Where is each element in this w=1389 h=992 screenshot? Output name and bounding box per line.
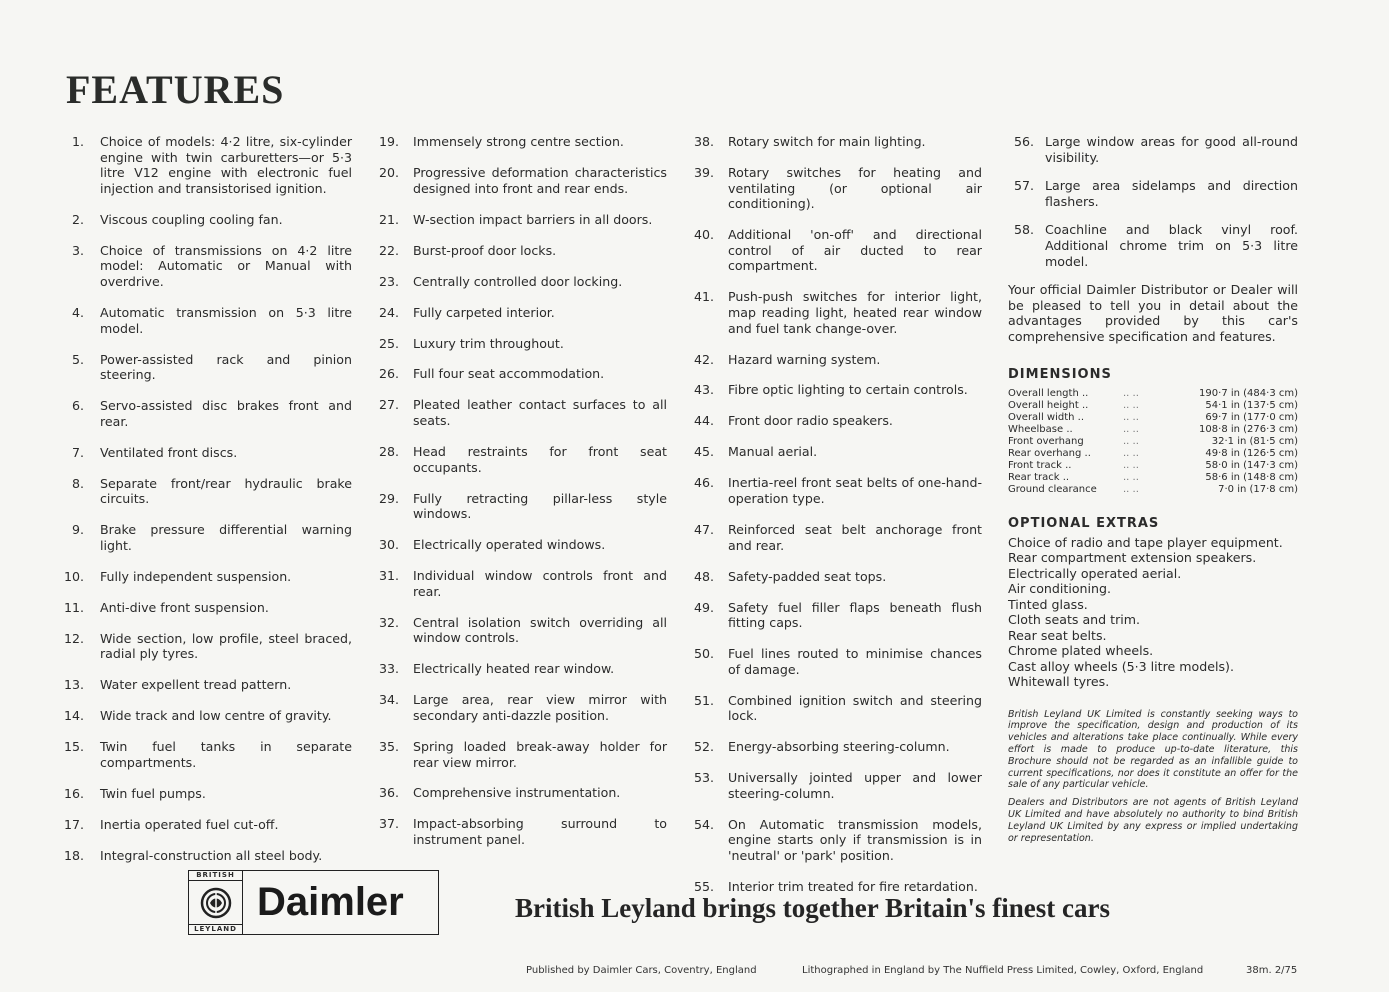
dimension-label: Overall width .. [1008,411,1085,423]
feature-text: Safety-padded seat tops. [728,568,887,584]
feature-text: Fibre optic lighting to certain controls. [728,382,968,398]
dimension-value: 69·7 in (177·0 cm) [1205,411,1298,423]
feature-item [373,692,667,723]
feature-item [60,739,352,770]
feature-item [373,816,667,847]
feature-item [688,352,982,368]
feature-number: 37. [378,816,399,832]
feature-item [1008,134,1298,165]
feature-number: 7. [71,444,84,460]
feature-item [688,693,982,724]
feature-text: Spring loaded break-away holder for rear view mirror. [413,738,667,770]
dimension-leader: .. .. [1123,447,1139,459]
feature-number: 18. [63,847,84,863]
feature-number: 8. [71,475,84,491]
feature-number: 50. [693,646,714,662]
optional-extra-item: Rear compartment extension speakers. [1008,550,1257,566]
feature-item [373,739,667,770]
feature-number: 43. [693,382,714,398]
feature-text: Manual aerial. [728,444,818,460]
optional-extra-item: Cast alloy wheels (5·3 litre models). [1008,658,1234,674]
feature-item [60,398,352,429]
feature-number: 16. [63,785,84,801]
feature-number: 46. [693,475,714,491]
feature-item [60,305,352,336]
feature-number: 13. [63,677,84,693]
feature-item [688,646,982,677]
feature-text: Coachline and black vinyl roof. Additional chrome trim on 5·3 litre model. [1045,222,1298,269]
feature-number: 49. [693,599,714,615]
dimension-leader: .. .. [1123,411,1139,423]
dimension-leader: .. .. [1123,387,1139,399]
feature-number: 5. [71,351,84,367]
feature-item [373,274,667,290]
feature-item [60,848,352,864]
feature-item [60,243,352,290]
optional-extras-heading: OPTIONAL EXTRAS [1008,515,1160,531]
feature-text: Pleated leather contact surfaces to all seats. [413,397,667,429]
feature-number: 56. [1013,134,1034,149]
feature-number: 29. [378,490,399,506]
feature-text: Viscous coupling cooling fan. [100,211,283,227]
dimension-leader: .. .. [1123,435,1139,447]
feature-item [373,615,667,646]
optional-extra-item: Air conditioning. [1008,581,1112,597]
features-column-1 [60,134,352,879]
feature-item [688,134,982,150]
dimension-label: Wheelbase .. [1008,423,1073,435]
feature-item [373,537,667,553]
feature-text: Electrically heated rear window. [413,661,615,677]
feature-number: 42. [693,351,714,367]
feature-number: 23. [378,273,399,289]
dimension-label: Front overhang [1008,435,1084,447]
feature-item [60,352,352,383]
feature-text: Fully independent suspension. [100,568,292,584]
feature-text: Safety fuel filler flaps beneath flush fitting caps. [728,599,982,631]
feature-number: 38. [693,134,714,149]
dimension-row [1008,400,1298,412]
feature-number: 57. [1013,178,1034,194]
feature-number: 40. [693,227,714,243]
feature-item [60,476,352,507]
dimension-leader: .. .. [1123,483,1139,495]
optional-extra-item: Cloth seats and trim. [1008,612,1141,628]
optional-extra-item: Whitewall tyres. [1008,674,1110,690]
dimension-row [1008,472,1298,484]
feature-item [688,600,982,631]
feature-text: Full four seat accommodation. [413,366,605,382]
disclaimer-specification: British Leyland UK Limited is constantly seeking ways to improve the specification, design and production of its vehicles and alterations take place continually. While every effort is made to produce up-to-date literature, this Brochure should not be regarded as an infallible guide to current specifications, nor does it constitute an offer for the sale of any particular vehicle. [1008,708,1298,791]
feature-text: Fuel lines routed to minimise chances of damage. [728,646,982,677]
feature-item [688,739,982,755]
dimension-value: 54·1 in (137·5 cm) [1205,399,1298,411]
feature-text: Anti-dive front suspension. [100,599,269,615]
feature-number: 11. [63,599,84,615]
feature-number: 20. [378,164,399,180]
feature-text: Burst-proof door locks. [413,242,557,258]
feature-item [60,569,352,585]
feature-text: Rotary switch for main lighting. [728,134,926,149]
feature-item [60,677,352,693]
feature-number: 58. [1013,222,1034,238]
dimension-row [1008,460,1298,472]
dimension-leader: .. .. [1123,423,1139,435]
feature-number: 3. [71,242,84,258]
dimension-row [1008,448,1298,460]
feature-text: Wide track and low centre of gravity. [100,708,332,724]
optional-extras-list [1008,535,1298,690]
brand-name: Daimler [257,880,404,924]
feature-text: Separate front/rear hydraulic brake circuits. [100,475,352,507]
emblem-top-text: BRITISH [189,871,242,881]
feature-item [688,165,982,212]
slogan: British Leyland brings together Britain's finest cars [515,893,1111,923]
feature-number: 9. [71,522,84,538]
feature-text: Power-assisted rack and pinion steering. [100,351,352,383]
dimension-row [1008,436,1298,448]
feature-number: 21. [378,211,399,227]
feature-item [60,134,352,196]
feature-text: Front door radio speakers. [728,413,893,429]
dimension-label: Rear track .. [1008,471,1070,483]
feature-number: 28. [378,444,399,460]
dimensions-heading: DIMENSIONS [1008,366,1112,382]
feature-item [60,631,352,662]
feature-text: Individual window controls front and rear. [413,568,667,599]
dimension-leader: .. .. [1123,471,1139,483]
feature-number: 54. [693,816,714,832]
dimension-row [1008,484,1298,496]
feature-text: Brake pressure differential warning light. [100,522,352,553]
feature-text: Immensely strong centre section. [413,134,624,149]
feature-text: Twin fuel tanks in separate compartments. [100,739,352,770]
feature-text: Reinforced seat belt anchorage front and rear. [728,522,982,553]
feature-text: Push-push switches for interior light, map reading light, heated rear window and fuel tank change-over. [728,289,982,336]
feature-text: Centrally controlled door locking. [413,273,623,289]
feature-number: 39. [693,164,714,180]
feature-item [60,600,352,616]
dimension-value: 190·7 in (484·3 cm) [1199,387,1298,399]
dimension-row [1008,424,1298,436]
feature-item [688,770,982,801]
emblem-bottom-text: LEYLAND [189,924,242,934]
feature-text: Twin fuel pumps. [100,785,206,801]
feature-number: 14. [63,708,84,724]
feature-text: Central isolation switch overriding all window controls. [413,614,667,646]
feature-text: Rotary switches for heating and ventilating (or optional air conditioning). [728,164,982,212]
dimension-label: Overall height .. [1008,399,1089,411]
dimension-label: Rear overhang .. [1008,447,1091,459]
feature-item [60,786,352,802]
feature-text: Servo-assisted disc brakes front and rear. [100,398,352,429]
feature-text: Head restraints for front seat occupants. [413,444,667,475]
feature-text: Progressive deformation characteristics designed into front and rear ends. [413,164,667,196]
feature-item [60,445,352,461]
feature-item [373,165,667,196]
feature-number: 36. [378,785,399,801]
feature-number: 4. [71,304,84,320]
optional-extra-item: Choice of radio and tape player equipment. [1008,534,1283,550]
footer-published: Published by Daimler Cars, Coventry, England [526,965,757,976]
feature-text: Combined ignition switch and steering lock. [728,692,982,724]
optional-extra-item: Rear seat belts. [1008,627,1107,643]
feature-text: Ventilated front discs. [100,444,238,460]
feature-number: 22. [378,242,399,258]
feature-text: Inertia operated fuel cut-off. [100,816,279,832]
feature-number: 12. [63,630,84,646]
feature-item [60,708,352,724]
dealer-note: Your official Daimler Distributor or Dealer will be pleased to tell you in detail about the advantages provided by this car's comprehensive specification and features. [1008,282,1298,344]
feature-item [60,522,352,553]
feature-text: Choice of models: 4·2 litre, six-cylinder engine with twin carburetters—or 5·3 litre V12 engine with electronic fuel injection and transistorised ignition. [100,134,352,196]
feature-text: W-section impact barriers in all doors. [413,211,653,227]
feature-number: 24. [378,304,399,320]
feature-number: 47. [693,522,714,538]
feature-text: Impact-absorbing surround to instrument panel. [413,816,667,848]
feature-number: 52. [693,739,714,755]
feature-item [373,305,667,321]
feature-number: 15. [63,739,84,755]
daimler-logo [188,870,439,935]
feature-text: Hazard warning system. [728,351,881,367]
dimension-value: 7·0 in (17·8 cm) [1218,483,1298,495]
feature-number: 44. [693,413,714,429]
feature-number: 51. [693,692,714,708]
page-title: FEATURES [66,67,285,112]
feature-item [60,212,352,228]
dimension-leader: .. .. [1123,399,1139,411]
feature-item [373,491,667,522]
feature-item [60,817,352,833]
feature-item [688,289,982,336]
feature-item [688,444,982,460]
feature-item [373,661,667,677]
feature-number: 41. [693,289,714,305]
dimension-label: Overall length .. [1008,387,1089,399]
feature-number: 30. [378,537,399,553]
dimension-value: 49·8 in (126·5 cm) [1205,447,1298,459]
feature-text: On Automatic transmission models, engine starts only if transmission is in 'neutral' or 'park' position. [728,816,982,864]
features-column-4-items [1008,134,1298,269]
optional-extra-item: Electrically operated aerial. [1008,565,1182,581]
feature-number: 25. [378,335,399,351]
feature-text: Luxury trim throughout. [413,335,564,351]
feature-text: Interior trim treated for fire retardation. [728,879,978,895]
feature-number: 6. [71,398,84,414]
feature-item [688,522,982,553]
feature-number: 1. [71,134,84,149]
feature-text: Large window areas for good all-round visibility. [1045,134,1298,165]
feature-item [373,366,667,382]
feature-text: Universally jointed upper and lower steering-column. [728,770,982,801]
feature-item [373,212,667,228]
dimensions-table [1008,388,1298,496]
feature-number: 48. [693,568,714,584]
feature-number: 45. [693,444,714,460]
features-column-4 [1008,134,1298,844]
dimension-value: 58·6 in (148·8 cm) [1205,471,1298,483]
feature-text: Inertia-reel front seat belts of one-hand-operation type. [728,475,982,507]
dimension-value: 32·1 in (81·5 cm) [1211,435,1298,447]
feature-number: 53. [693,770,714,786]
optional-extra-item: Chrome plated wheels. [1008,643,1154,659]
footer-lithographed: Lithographed in England by The Nuffield Press Limited, Cowley, Oxford, England [802,965,1204,976]
dimension-label: Front track .. [1008,459,1072,471]
feature-text: Fully retracting pillar-less style windows. [413,490,667,522]
feature-item [1008,178,1298,209]
feature-number: 26. [378,366,399,382]
feature-text: Comprehensive instrumentation. [413,785,621,801]
feature-number: 27. [378,397,399,413]
feature-number: 17. [63,816,84,832]
feature-text: Energy-absorbing steering-column. [728,739,950,755]
feature-item [373,336,667,352]
feature-number: 10. [63,568,84,584]
feature-text: Fully carpeted interior. [413,304,555,320]
dimension-row [1008,388,1298,400]
feature-text: Water expellent tread pattern. [100,677,292,693]
dimension-row [1008,412,1298,424]
features-column-2 [373,134,667,863]
feature-item [688,569,982,585]
feature-number: 34. [378,692,399,708]
feature-text: Large area sidelamps and direction flashers. [1045,178,1298,209]
feature-text: Large area, rear view mirror with secondary anti-dazzle position. [413,692,667,723]
feature-item [373,134,667,150]
feature-number: 35. [378,738,399,754]
feature-item [1008,222,1298,269]
feature-item [373,243,667,259]
feature-item [373,785,667,801]
optional-extra-item: Tinted glass. [1008,596,1088,612]
feature-text: Choice of transmissions on 4·2 litre model: Automatic or Manual with overdrive. [100,242,352,289]
disclaimer-dealers: Dealers and Distributors are not agents of British Leyland UK Limited and have absolutely no authority to bind British Leyland UK Limited by any express or implied undertaking or representation. [1008,797,1298,844]
feature-number: 31. [378,568,399,584]
feature-number: 2. [71,211,84,227]
leyland-roundel-icon [200,887,232,919]
dimension-leader: .. .. [1123,459,1139,471]
feature-number: 32. [378,614,399,630]
feature-item [373,568,667,599]
feature-item [688,382,982,398]
feature-number: 55. [693,879,714,895]
feature-text: Electrically operated windows. [413,537,606,553]
feature-item [373,444,667,475]
british-leyland-emblem [189,871,243,934]
feature-item [373,397,667,428]
footer-code: 38m. 2/75 [1246,965,1298,976]
feature-text: Additional 'on-off' and directional control of air ducted to rear compartment. [728,227,982,274]
features-column-3 [688,134,982,910]
feature-item [688,475,982,506]
feature-text: Integral-construction all steel body. [100,847,323,863]
feature-text: Automatic transmission on 5·3 litre model. [100,304,352,336]
dimension-value: 58·0 in (147·3 cm) [1205,459,1298,471]
feature-item [688,227,982,274]
dimension-value: 108·8 in (276·3 cm) [1199,423,1298,435]
feature-number: 33. [378,661,399,677]
feature-item [688,413,982,429]
feature-item [688,817,982,864]
feature-number: 19. [378,134,399,149]
dimension-label: Ground clearance [1008,483,1097,495]
feature-text: Wide section, low profile, steel braced, radial ply tyres. [100,630,352,662]
